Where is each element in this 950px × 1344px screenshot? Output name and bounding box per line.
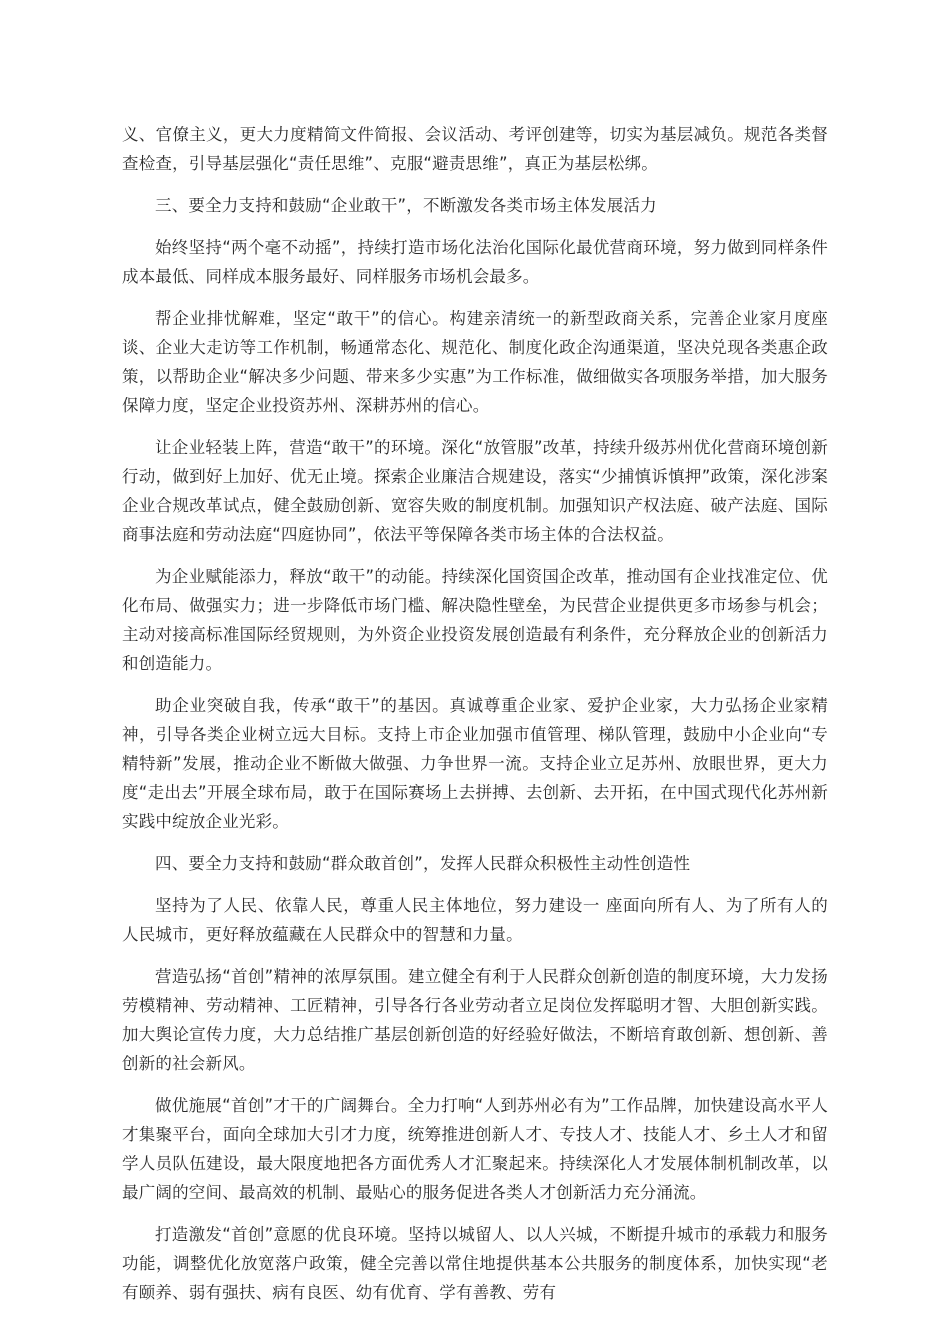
paragraph: 帮企业排忧解难，坚定“敢干”的信心。构建亲清统一的新型政商关系，完善企业家月度座谈、企业大走访等工作机制，畅通常态化、规范化、制度化政企沟通渠道，坚决兑现各类惠企政策，以帮助企业“解决多少问题、带来多少实惠”为工作标准，做细做实各项服务举措，加大服务保障力度，坚定企业投资苏州、深耕苏州的信心。 xyxy=(122,309,828,415)
paragraph: 助企业突破自我，传承“敢干”的基因。真诚尊重企业家、爱护企业家，大力弘扬企业家精神，引导各类企业树立远大目标。支持上市企业加强市值管理、梯队管理，鼓励中小企业向“专精特新”发展，推动企业不断做大做强、力争世界一流。支持企业立足苏州、放眼世界，更大力度“走出去”开展全球布局，敢于在国际赛场上去拼搏、去创新、去开拓，在中国式现代化苏州新实践中绽放企业光彩。 xyxy=(122,696,828,831)
section-heading-three: 三、要全力支持和鼓励“企业敢干”，不断激发各类市场主体发展活力 xyxy=(155,196,657,215)
document-body xyxy=(122,120,828,1320)
paragraph: 让企业轻装上阵，营造“敢干”的环境。深化“放管服”改革，持续升级苏州优化营商环境创新行动，做到好上加好、优无止境。探索企业廉洁合规建设，落实“少捕慎诉慎押”政策，深化涉案企业合规改革试点，健全鼓励创新、宽容失败的制度机制。加强知识产权法庭、破产法庭、国际商事法庭和劳动法庭“四庭协同”，依法平等保障各类市场主体的合法权益。 xyxy=(122,438,828,544)
section-heading-four: 四、要全力支持和鼓励“群众敢首创”，发挥人民群众积极性主动性创造性 xyxy=(155,854,691,873)
paragraph: 打造激发“首创”意愿的优良环境。坚持以城留人、以人兴城，不断提升城市的承载力和服务功能，调整优化放宽落户政策，健全完善以常住地提供基本公共服务的制度体系，加快实现“老有颐养、弱有强扶、病有良医、幼有优育、学有善教、劳有 xyxy=(122,1225,828,1302)
paragraph: 坚持为了人民、依靠人民，尊重人民主体地位，努力建设一 座面向所有人、为了所有人的人民城市，更好释放蕴藏在人民群众中的智慧和力量。 xyxy=(122,896,828,944)
paragraph: 营造弘扬“首创”精神的浓厚氛围。建立健全有利于人民群众创新创造的制度环境，大力发扬劳模精神、劳动精神、工匠精神，引导各行各业劳动者立足岗位发挥聪明才智、大胆创新实践。加大舆论宣传力度，大力总结推广基层创新创造的好经验好做法，不断培育敢创新、想创新、善创新的社会新风。 xyxy=(122,967,828,1073)
paragraph-continuation: 义、官僚主义，更大力度精简文件简报、会议活动、考评创建等，切实为基层减负。规范各类督查检查，引导基层强化“责任思维”、克服“避责思维”，真正为基层松绑。 xyxy=(122,125,828,173)
paragraph: 为企业赋能添力，释放“敢干”的动能。持续深化国资国企改革，推动国有企业找准定位、优化布局、做强实力；进一步降低市场门槛、解决隐性壁垒，为民营企业提供更多市场参与机会；主动对接高标准国际经贸规则，为外资企业投资发展创造最有利条件，充分释放企业的创新活力和创造能力。 xyxy=(122,567,828,673)
paragraph: 始终坚持“两个毫不动摇”，持续打造市场化法治化国际化最优营商环境，努力做到同样条件成本最低、同样成本服务最好、同样服务市场机会最多。 xyxy=(122,238,828,286)
paragraph: 做优施展“首创”才干的广阔舞台。全力打响“人到苏州必有为”工作品牌，加快建设高水平人才集聚平台，面向全球加大引才力度，统筹推进创新人才、专技人才、技能人才、乡土人才和留学人员队伍建设，最大限度地把各方面优秀人才汇聚起来。持续深化人才发展体制机制改革，以最广阔的空间、最高效的机制、最贴心的服务促进各类人才创新活力充分涌流。 xyxy=(122,1096,828,1202)
